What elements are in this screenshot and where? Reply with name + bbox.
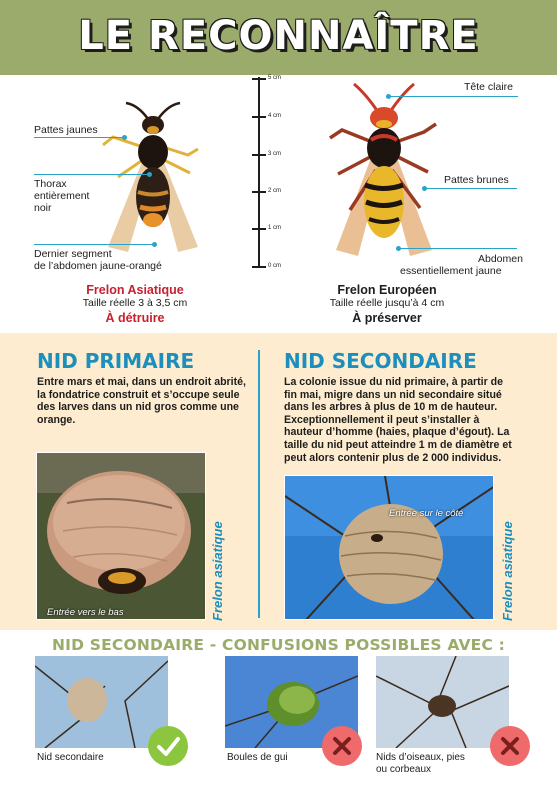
primary-nest-caption: Entrée vers le bas bbox=[47, 607, 124, 618]
confusion-caption: Nids d’oiseaux, pies bbox=[376, 752, 465, 763]
ruler-tick bbox=[252, 191, 266, 193]
asian-abdomen-leader bbox=[34, 244, 154, 245]
asian-thorax-leader bbox=[34, 174, 149, 175]
asian-thorax-label-3: noir bbox=[34, 202, 52, 214]
hornet-comparison bbox=[0, 75, 557, 333]
primary-nest-image bbox=[37, 453, 206, 620]
secondary-nest-photo bbox=[284, 475, 494, 620]
primary-nest-title: NID PRIMAIRE bbox=[37, 349, 195, 373]
asian-legs-label: Pattes jaunes bbox=[34, 124, 98, 136]
secondary-nest-image bbox=[285, 476, 494, 620]
check-icon bbox=[148, 726, 188, 766]
asian-legs-dot bbox=[122, 135, 127, 140]
european-head-dot bbox=[386, 94, 391, 99]
european-abdomen-dot bbox=[396, 246, 401, 251]
confusion-caption: ou corbeaux bbox=[376, 764, 432, 775]
ruler-tick-label: 4 cm bbox=[268, 113, 282, 119]
size-ruler bbox=[258, 77, 260, 268]
european-hornet-name: Frelon Européen bbox=[337, 283, 437, 297]
ruler-tick bbox=[252, 154, 266, 156]
european-hornet-size: Taille réelle jusqu’à 4 cm bbox=[329, 297, 445, 309]
ruler-tick-label: 3 cm bbox=[268, 151, 282, 157]
european-legs-label: Pattes brunes bbox=[444, 174, 509, 186]
asian-thorax-label-1: Thorax bbox=[34, 178, 67, 190]
asian-abdomen-label-2: de l’abdomen jaune-orangé bbox=[34, 260, 162, 272]
asian-hornet-action: À détruire bbox=[105, 311, 165, 325]
asian-thorax-label-2: entièrement bbox=[34, 190, 90, 202]
cross-icon bbox=[322, 726, 362, 766]
ruler-tick bbox=[252, 78, 266, 80]
secondary-nest-title: NID SECONDAIRE bbox=[284, 349, 477, 373]
ruler-tick bbox=[252, 228, 266, 230]
ruler-tick-label: 1 cm bbox=[268, 225, 282, 231]
asian-hornet-name: Frelon Asiatique bbox=[86, 283, 184, 297]
cross-icon bbox=[490, 726, 530, 766]
european-legs-leader bbox=[424, 188, 517, 189]
ruler-tick-label: 0 cm bbox=[268, 263, 282, 269]
ruler-tick-label: 5 cm bbox=[268, 75, 282, 81]
primary-nest-photo bbox=[36, 452, 206, 620]
secondary-nest-text: La colonie issue du nid primaire, à partir de fin mai, migre dans un nid secondaire situé dans les arbres à plus de 10 m de hauteur. Exceptionnellement il peut s’installer à hauteur d’homme (haies, plaque d’égout). La taille du nid peut atteindre 1 m de diamètre et peut alors contenir plus de 2 000 individus. bbox=[284, 376, 512, 464]
confusion-caption: Nid secondaire bbox=[37, 752, 104, 763]
secondary-nest-side-label: Frelon asiatique bbox=[500, 521, 515, 621]
confusions-section bbox=[0, 630, 557, 789]
primary-nest-side-label: Frelon asiatique bbox=[210, 521, 225, 621]
ruler-tick-label: 2 cm bbox=[268, 188, 282, 194]
ruler-tick bbox=[252, 116, 266, 118]
european-head-label: Tête claire bbox=[464, 81, 514, 93]
asian-thorax-dot bbox=[147, 172, 152, 177]
european-abdomen-leader bbox=[398, 248, 517, 249]
header-band bbox=[0, 0, 557, 75]
nests-section bbox=[0, 333, 557, 630]
primary-nest-text: Entre mars et mai, dans un endroit abrité, la fondatrice construit et s’occupe seule des larves dans un nid gros comme une orange. bbox=[37, 376, 246, 426]
confusions-title: NID SECONDAIRE - CONFUSIONS POSSIBLES AVEC : bbox=[51, 636, 506, 654]
asian-hornet-size: Taille réelle 3 à 3,5 cm bbox=[82, 297, 188, 309]
european-legs-dot bbox=[422, 186, 427, 191]
european-abdomen-label-2: essentiellement jaune bbox=[400, 265, 502, 277]
confusion-caption: Boules de gui bbox=[227, 752, 288, 763]
page-title: LE RECONNAÎTRE bbox=[78, 13, 479, 59]
european-abdomen-label-1: Abdomen bbox=[478, 253, 523, 265]
european-head-leader bbox=[388, 96, 518, 97]
asian-abdomen-dot bbox=[152, 242, 157, 247]
asian-abdomen-label-1: Dernier segment bbox=[34, 248, 112, 260]
european-hornet-illustration bbox=[324, 80, 444, 275]
european-hornet-action: À préserver bbox=[352, 311, 422, 325]
secondary-nest-caption: Entrée sur le côté bbox=[389, 508, 464, 519]
asian-legs-leader bbox=[34, 137, 124, 138]
nests-divider bbox=[258, 350, 260, 618]
ruler-tick bbox=[252, 266, 266, 268]
